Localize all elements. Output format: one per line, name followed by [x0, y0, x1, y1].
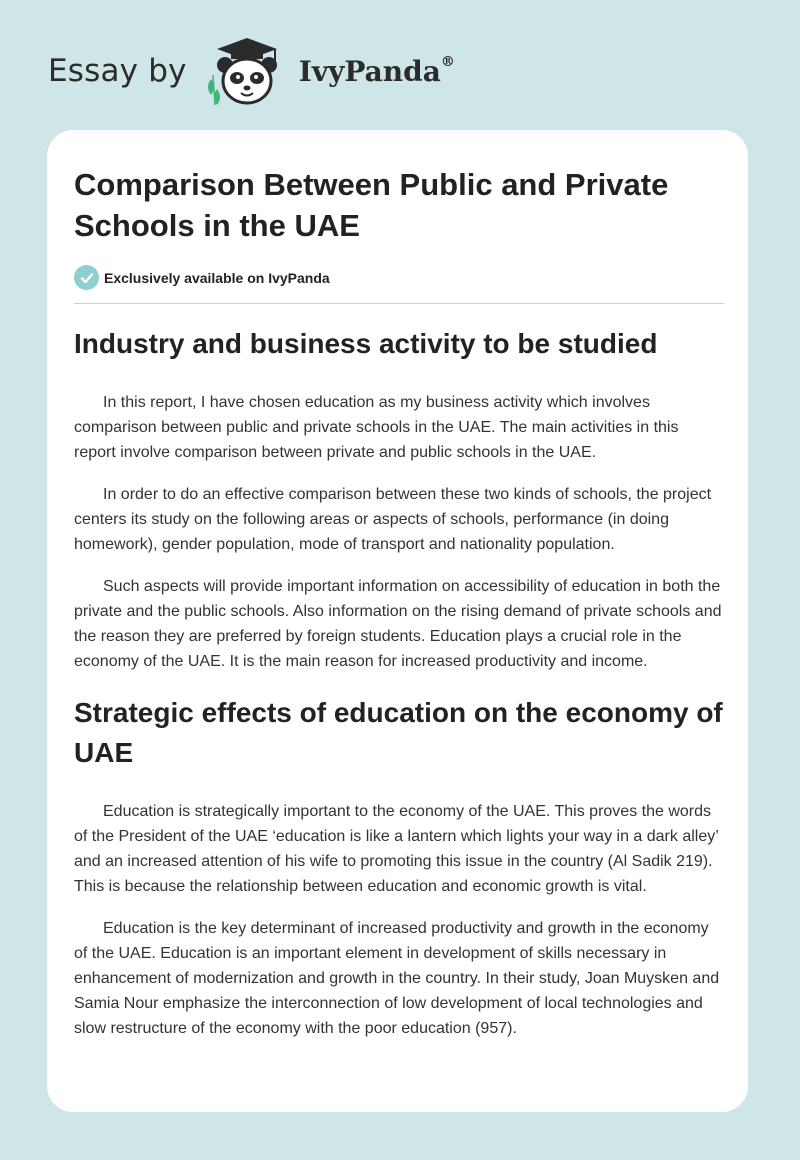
registered-mark: ® — [440, 54, 455, 71]
paragraph: In this report, I have chosen education as my business activity which involves comparison between public and private schools in the UAE. The main activities in this report involve comparison between private and public schools in the UAE. — [74, 394, 679, 461]
brand-name[interactable]: IvyPanda® — [298, 54, 455, 88]
divider — [74, 303, 724, 304]
essay-content — [74, 164, 724, 1041]
paragraph: Education is the key determinant of increased productivity and growth in the economy of the UAE. Education is an important element in development of skills necessary in enhancement of modernization and growth in the country. In their study, Joan Muysken and Samia Nour emphasize the interconnection of low development of local technologies and slow restructure of the economy with the poor education (957). — [74, 920, 720, 1037]
essay-card — [47, 130, 748, 1112]
checkmark-icon — [74, 265, 99, 290]
exclusive-badge-text: Exclusively available on IvyPanda — [104, 269, 330, 286]
paragraph: In order to do an effective comparison between these two kinds of schools, the project centers its study on the following areas or aspects of schools, performance (in doing homework), gender population, mode of transport and nationality population. — [74, 486, 712, 553]
exclusive-badge — [74, 265, 724, 290]
essay-by-label: Essay by — [48, 53, 187, 89]
essay-title: Comparison Between Public and Private Schools in the UAE — [74, 167, 669, 243]
section-heading: Strategic effects of education on the economy of UAE — [74, 697, 723, 768]
section-heading: Industry and business activity to be studied — [74, 328, 658, 359]
site-header — [48, 36, 455, 106]
paragraph: Education is strategically important to the economy of the UAE. This proves the words of the President of the UAE ‘education is like a lantern which lights your way in a dark alley’ and an increased attention of his wife to promoting this issue in the country (Al Sadik 219). This is because the relationship between education and economic growth is vital. — [74, 803, 719, 895]
ivypanda-logo-icon[interactable] — [201, 35, 293, 107]
paragraph: Such aspects will provide important information on accessibility of education in both the private and the public schools. Also information on the rising demand of private schools and the reason they are preferred by foreign students. Education plays a crucial role in the economy of the UAE. It is the main reason for increased productivity and income. — [74, 578, 722, 670]
